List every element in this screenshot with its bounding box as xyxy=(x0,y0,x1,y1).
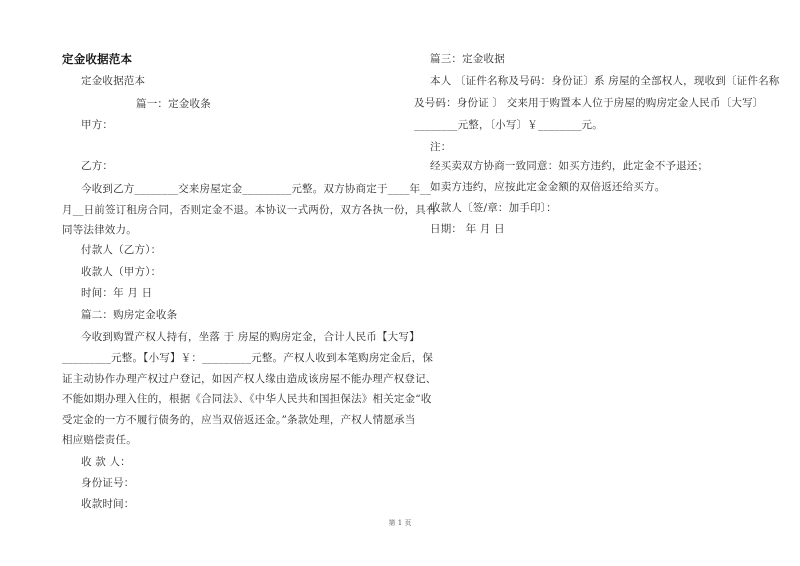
section3-body-line: 本人 〔证件名称及号码：身份证〕系 房屋的全部权人，现收到〔证件名称 xyxy=(430,75,780,87)
receipt-time-label: 收款时间： xyxy=(81,498,135,510)
document-title: 定金收据范本 xyxy=(62,52,133,66)
party-a-label: 甲方： xyxy=(81,119,114,131)
date-label: 日期： 年 月 日 xyxy=(430,223,505,235)
document-subtitle: 定金收据范本 xyxy=(81,75,146,87)
section2-body-line: _________元整。【小写】￥：_________元整。产权人收到本笔购房定金后，保 xyxy=(62,352,434,364)
section2-body-line: 今收到购置产权人持有，坐落 于 房屋的购房定金，合计人民币【大写】 xyxy=(81,331,420,343)
section1-body-line: 月__日前签订租房合同，否则定金不退。本协议一式两份，双方各执一份，具有 xyxy=(62,204,437,216)
section2-body-line: 证主动协作办理产权过户登记，如因产权人缘由造成该房屋不能办理产权登记、 xyxy=(62,373,437,385)
note-line: 如卖方违约，应按此定金金额的双倍返还给买方。 xyxy=(430,181,666,193)
payer-label: 付款人（乙方）： xyxy=(81,244,162,256)
section1-body-line: 今收到乙方________交来房屋定金_________元整。双方协商定于____年__ xyxy=(81,183,432,195)
signature-label: 收款人〔签/章：加手印〕： xyxy=(430,202,557,214)
note-line: 经买卖双方协商一致同意：如买方违约，此定金不予退还； xyxy=(430,160,709,172)
section1-body-line: 同等法律效力。 xyxy=(62,224,137,236)
section2-body-line: 相应赔偿责任。 xyxy=(62,434,137,446)
id-number-label: 身份证号： xyxy=(81,477,135,489)
time-label: 时间：年 月 日 xyxy=(81,287,153,299)
section2-body-line: 受定金的一方不履行债务的，应当双倍返还金。”条款处理，产权人情愿承当 xyxy=(62,414,416,426)
section3-body-line: 及号码：身份证 〕 交来用于购置本人位于房屋的购房定金人民币〔大写〕 xyxy=(414,97,764,109)
note-label: 注： xyxy=(430,141,452,153)
section2-heading: 篇二：购房定金收条 xyxy=(81,309,178,321)
section2-body-line: 不能如期办理入住的，根据《合同法》、《中华人民共和国担保法》相关定金“收 xyxy=(62,393,432,405)
party-b-label: 乙方： xyxy=(81,160,114,172)
page-number: 第 1 页 xyxy=(388,519,412,527)
section3-heading: 篇三：定金收据 xyxy=(430,53,505,65)
section1-heading: 篇一：定金收条 xyxy=(136,98,211,110)
receiver-label: 收 款 人： xyxy=(81,456,131,468)
payee-label: 收款人（甲方）： xyxy=(81,266,162,278)
section3-body-line: ________元整，〔小写〕￥________元。 xyxy=(414,119,603,131)
